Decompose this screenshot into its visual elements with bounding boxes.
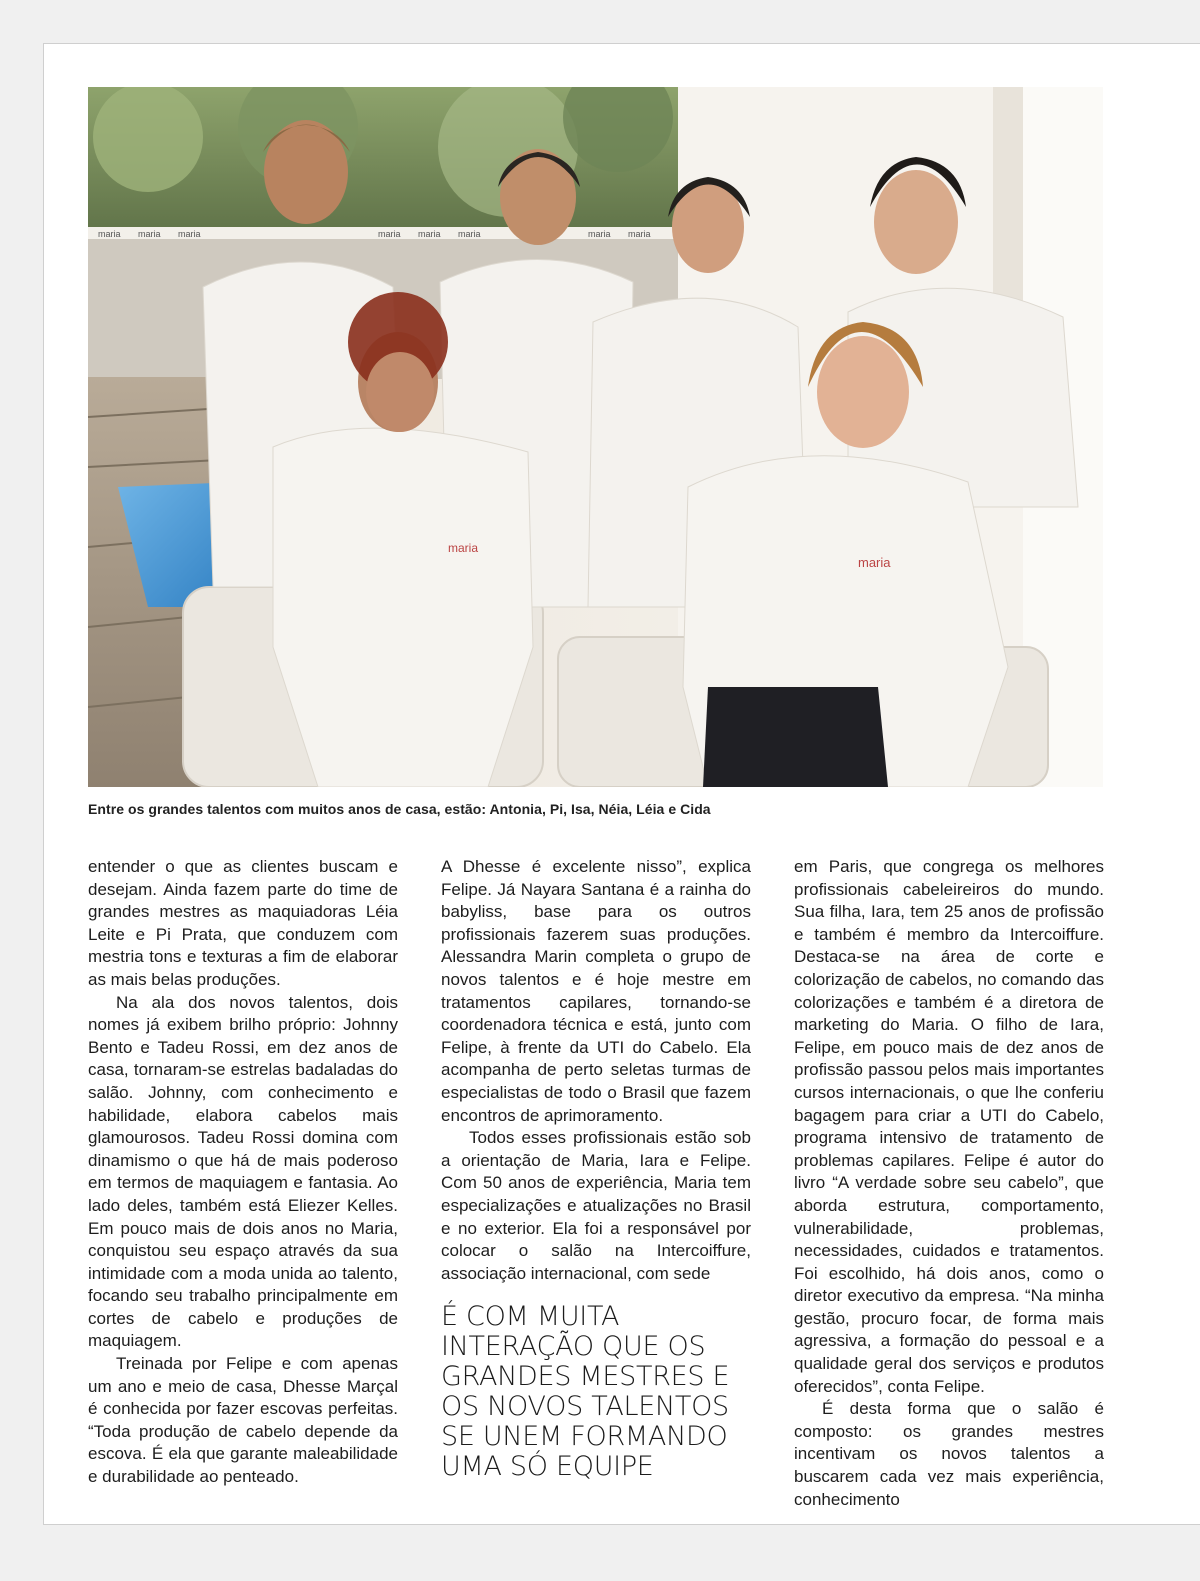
paragraph: A Dhesse é excelente nisso”, explica Felipe. Já Nayara Santana é a rainha do babyliss, base para os outros profissionais fazerem suas produções. Alessandra Marin completa o grupo de novos talentos e é hoje mestre em tratamentos capilares, tornando-se coordenadora técnica e está, junto com Felipe, à frente da UTI do Cabelo. Ela acompanha de perto seletas turmas de especialistas de todo o Brasil que fazem encontros de aprimoramento.: [441, 857, 751, 1125]
article-column-1: [88, 856, 398, 1489]
svg-text:maria: maria: [458, 229, 481, 239]
team-photo: [88, 87, 1103, 787]
svg-text:maria: maria: [628, 229, 651, 239]
article-column-3: [794, 856, 1104, 1511]
paragraph: Treinada por Felipe e com apenas um ano e meio de casa, Dhesse Marçal é conhecida por fazer escovas perfeitas. “Toda produção de cabelo depende da escova. É ela que garante maleabilidade e durabilidade ao penteado.: [88, 1354, 398, 1487]
shirt-logo-1: [448, 541, 478, 555]
paragraph: em Paris, que congrega os melhores profissionais cabeleireiros do mundo. Sua filha, Iara, tem 25 anos de profissão e também é membro da Intercoiffure. Destaca-se na área de corte e colorização de cabelos, no comando das colorizações e também é a diretora de marketing do Maria. O filho de Iara, Felipe, em pouco mais de dez anos de profissão passou pelos mais importantes cursos internacionais, o que lhe conferiu bagagem para criar a UTI do Cabelo, programa intensivo de tratamento de problemas capilares. Felipe é autor do livro “A verdade sobre seu cabelo”, que aborda estrutura, comportamento, vulnerabilidade, problemas, necessidades, cuidados e tratamentos. Foi escolhido, há dois anos, como o diretor executivo da empresa. “Na minha gestão, procuro focar, de forma mais agressiva, a formação do pessoal e a qualidade geral dos serviços e produtos oferecidos”, conta Felipe.: [794, 857, 1104, 1396]
svg-text:maria: maria: [98, 229, 121, 239]
paragraph: entender o que as clientes buscam e desejam. Ainda fazem parte do time de grandes mestres as maquiadoras Léia Leite e Pi Prata, que conduzem com mestria tons e texturas a fim de elaborar as mais belas produções.: [88, 857, 398, 989]
team-photo-illustration: [88, 87, 1103, 787]
svg-text:maria: maria: [138, 229, 161, 239]
svg-text:maria: maria: [858, 555, 891, 570]
photo-caption: Entre os grandes talentos com muitos anos de casa, estão: Antonia, Pi, Isa, Néia, Léia e Cida: [88, 801, 711, 817]
svg-text:maria: maria: [418, 229, 441, 239]
pull-quote: É COM MUITA INTERAÇÃO QUE OS GRANDES MESTRES E OS NOVOS TALENTOS SE UNEM FORMANDO UMA SÓ EQUIPE: [441, 1301, 730, 1482]
paragraph: Todos esses profissionais estão sob a orientação de Maria, Iara e Felipe. Com 50 anos de experiência, Maria tem especializações e atualizações no Brasil e no exterior. Ela foi a responsável por colocar o salão na Intercoiffure, associação internacional, com sede: [441, 1128, 751, 1283]
svg-text:maria: maria: [588, 229, 611, 239]
magazine-page: [43, 43, 1200, 1525]
svg-text:maria: maria: [378, 229, 401, 239]
paragraph: Na ala dos novos talentos, dois nomes já exibem brilho próprio: Johnny Bento e Tadeu Rossi, em dez anos de casa, tornaram-se estrelas badaladas do salão. Johnny, com conhecimento e habilidade, elabora cabelos mais glamourosos. Tadeu Rossi domina com dinamismo o que há de mais poderoso em termos de maquiagem e fantasia. Ao lado deles, também está Eliezer Kelles. Em pouco mais de dois anos no Maria, conquistou seu espaço através da sua intimidade com a moda unida ao talento, focando seu trabalho principalmente em cortes de cabelo e produções de maquiagem.: [88, 992, 398, 1351]
shirt-logo-2: [858, 555, 891, 570]
svg-text:maria: maria: [448, 541, 479, 555]
article-column-2: [441, 856, 751, 1285]
svg-text:maria: maria: [178, 229, 201, 239]
paragraph: É desta forma que o salão é composto: os grandes mestres incentivam os novos talentos a buscarem cada vez mais experiência, conhecimento: [794, 1399, 1104, 1509]
